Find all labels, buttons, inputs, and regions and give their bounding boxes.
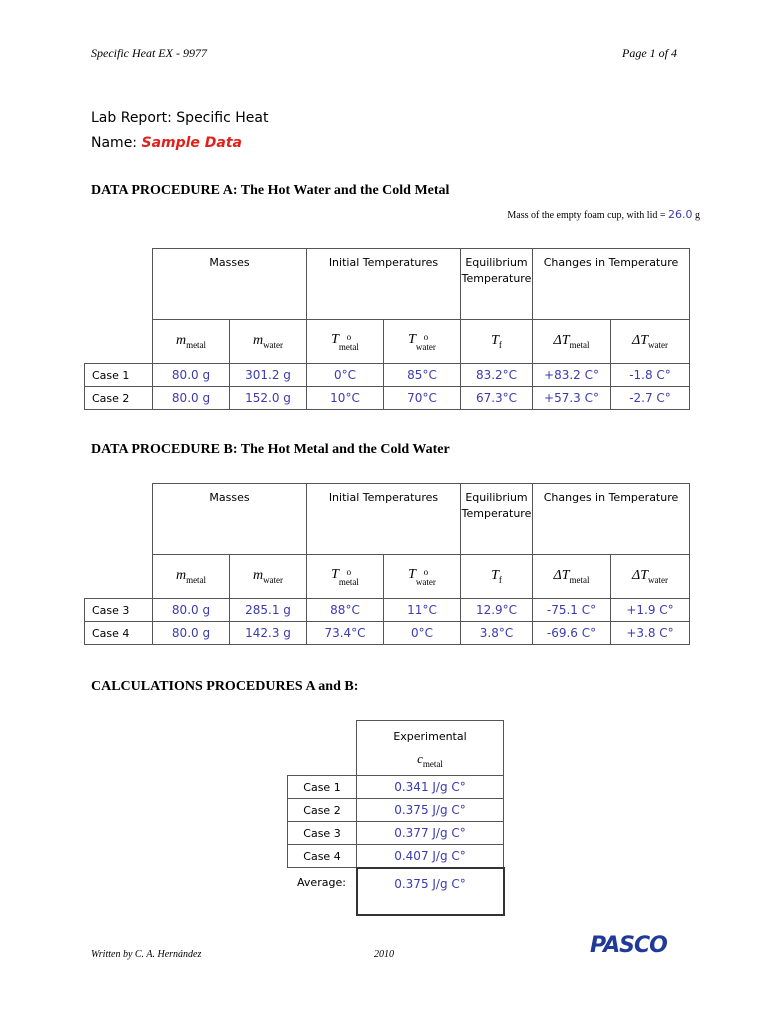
pasco-logo: PASCO: [590, 933, 667, 958]
tf-symbol: $T_f$: [461, 555, 533, 599]
initial-temps-header: Initial Temperatures: [307, 249, 461, 320]
footer-author: Written by C. A. Hernández: [91, 949, 202, 960]
table-row: Case 3 0.377 J/g C°: [288, 822, 504, 845]
table-row: Case 1 80.0 g 301.2 g 0°C 85°C 83.2°C +83.2 C° -1.8 C°: [85, 364, 690, 387]
mass-note-unit: g: [695, 210, 700, 221]
average-label: Average:: [297, 876, 346, 889]
dt-water-symbol: $\Delta T_{water}$: [611, 320, 690, 364]
table-row: Case 2 0.375 J/g C°: [288, 799, 504, 822]
table-row: Case 4 0.407 J/g C°: [288, 845, 504, 868]
changes-header: Changes in Temperature: [533, 484, 690, 555]
table-row: Case 3 80.0 g 285.1 g 88°C 11°C 12.9°C -75.1 C° +1.9 C°: [85, 599, 690, 622]
m-water-symbol: $m_{water}$: [230, 555, 307, 599]
procedure-b-table: [84, 483, 690, 645]
procedure-a-table: [84, 248, 690, 410]
equilibrium-header: Equilibrium Temperature: [461, 249, 533, 320]
m-water-symbol: $m_{water}$: [230, 320, 307, 364]
changes-header: Changes in Temperature: [533, 249, 690, 320]
report-title: Lab Report: Specific Heat: [91, 110, 269, 126]
name-label: Name:: [91, 135, 138, 151]
average-value: 0.375 J/g C°: [357, 868, 504, 915]
table-row: Case 1 0.341 J/g C°: [288, 776, 504, 799]
calculations-table: [287, 720, 505, 916]
t0-water-symbol: T o water: [384, 555, 461, 599]
report-name-line: [91, 135, 242, 151]
footer-year: 2010: [374, 949, 394, 960]
initial-temps-header: Initial Temperatures: [307, 484, 461, 555]
table-row: Case 2 80.0 g 152.0 g 10°C 70°C 67.3°C +57.3 C° -2.7 C°: [85, 387, 690, 410]
masses-header: Masses: [153, 249, 307, 320]
equilibrium-header: Equilibrium Temperature: [461, 484, 533, 555]
procedure-b-heading: DATA PROCEDURE B: The Hot Metal and the Cold Water: [91, 442, 450, 457]
calculations-heading: CALCULATIONS PROCEDURES A and B:: [91, 679, 359, 694]
t0-metal-symbol: T o metal: [307, 555, 384, 599]
header-document-id: Specific Heat EX - 9977: [91, 46, 207, 60]
masses-header: Masses: [153, 484, 307, 555]
mass-note-prefix: Mass of the empty foam cup, with lid =: [507, 210, 666, 221]
dt-water-symbol: $\Delta T_{water}$: [611, 555, 690, 599]
dt-metal-symbol: $\Delta T_{metal}$: [533, 320, 611, 364]
header-page-number: Page 1 of 4: [622, 46, 677, 60]
m-metal-symbol: $m_{metal}$: [153, 555, 230, 599]
t0-water-symbol: T o water: [384, 320, 461, 364]
foam-cup-mass-note: [507, 208, 700, 221]
experimental-header: Experimental $c_{metal}$: [357, 721, 504, 776]
c-metal-symbol: c: [417, 750, 423, 766]
dt-metal-symbol: $\Delta T_{metal}$: [533, 555, 611, 599]
t0-metal-symbol: T o metal: [307, 320, 384, 364]
name-value: Sample Data: [141, 135, 242, 151]
mass-note-value: 26.0: [668, 208, 693, 221]
procedure-a-heading: DATA PROCEDURE A: The Hot Water and the Cold Metal: [91, 183, 450, 198]
m-metal-symbol: $m_{metal}$: [153, 320, 230, 364]
table-row: Case 4 80.0 g 142.3 g 73.4°C 0°C 3.8°C -69.6 C° +3.8 C°: [85, 622, 690, 645]
tf-symbol: $T_f$: [461, 320, 533, 364]
